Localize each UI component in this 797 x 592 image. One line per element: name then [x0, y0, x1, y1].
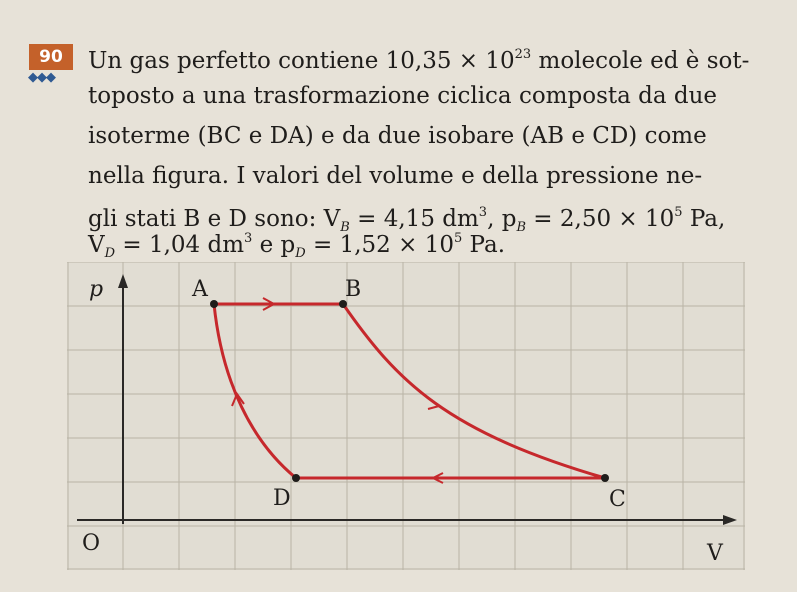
point-c-marker — [601, 474, 609, 482]
point-a-marker — [210, 300, 218, 308]
problem-line-6: $V_D = 1,04$ $dm^3$ e $p_D = 1,52 \times 10^5$ Pa. — [88, 231, 506, 261]
state-points — [210, 300, 609, 482]
point-c-label: C — [609, 487, 626, 512]
problem-line-3: isoterme (BC e DA) e da due isobare (AB e CD) come — [88, 123, 707, 149]
problem-line-1: Un gas perfetto contiene $10,35 \times 10^{23}$ molecole ed è sot- — [88, 47, 750, 74]
problem-line-2: toposto a una trasformazione ciclica composta da due — [88, 83, 718, 109]
difficulty-icon: ◆◆◆ — [28, 70, 55, 85]
p-axis-label: p — [89, 277, 104, 302]
direction-arrows — [232, 298, 443, 483]
isotherm-da — [214, 304, 296, 478]
thermodynamic-cycle — [214, 304, 605, 478]
v-axis-label: V — [707, 541, 723, 566]
origin-label: O — [82, 531, 101, 556]
problem-text — [0, 0, 797, 262]
problem-line-5: gli stati B e D sono: $V_B = 4,15$ $dm^3$, $p_B = 2,50 \times 10^5$ Pa, — [88, 205, 726, 235]
problem-line-4: nella figura. I valori del volume e della pressione ne- — [88, 163, 703, 189]
problem-number-badge: 90 — [29, 44, 73, 70]
point-d-label: D — [273, 486, 291, 511]
point-a-label: A — [192, 277, 208, 302]
pv-diagram — [67, 262, 745, 570]
point-b-label: B — [345, 277, 362, 302]
grid — [67, 262, 745, 570]
isotherm-bc — [343, 304, 605, 478]
v-axis-arrow — [723, 515, 737, 525]
point-d-marker — [292, 474, 300, 482]
p-axis-arrow — [118, 274, 128, 288]
pv-diagram-svg — [67, 262, 745, 570]
